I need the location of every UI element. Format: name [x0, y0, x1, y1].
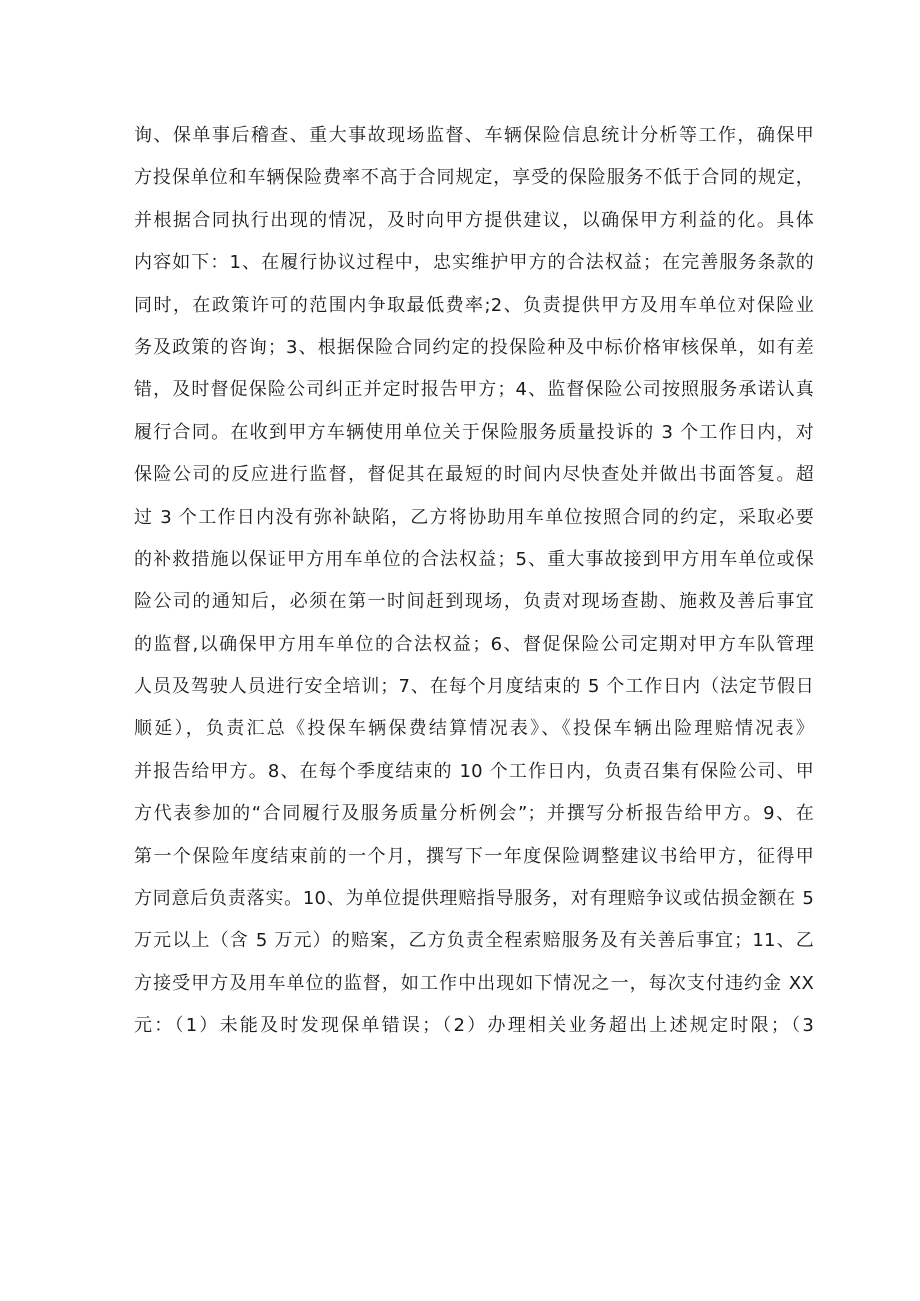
text-line: 方接受甲方及用车单位的监督，如工作中出现如下情况之一，每次支付违约金 XX: [134, 972, 814, 994]
contract-body-text: [134, 115, 814, 1048]
text-line: 险公司的通知后，必须在第一时间赶到现场，负责对现场查勘、施救及善后事宜: [134, 591, 814, 613]
text-line: 人员及驾驶人员进行安全培训；7、在每个月度结束的 5 个工作日内（法定节假日: [134, 676, 814, 698]
text-line: 务及政策的咨询；3、根据保险合同约定的投保险种及中标价格审核保单，如有差: [134, 336, 814, 358]
text-line: 内容如下：1、在履行协议过程中，忠实维护甲方的合法权益；在完善服务条款的: [134, 252, 814, 274]
text-line: 万元以上（含 5 万元）的赔案，乙方负责全程索赔服务及有关善后事宜；11、乙: [134, 930, 814, 952]
text-line: 顺延），负责汇总《投保车辆保费结算情况表》、《投保车辆出险理赔情况表》: [134, 718, 814, 740]
text-line: 并根据合同执行出现的情况，及时向甲方提供建议，以确保甲方利益的化。具体: [134, 209, 814, 231]
text-line: 履行合同。在收到甲方车辆使用单位关于保险服务质量投诉的 3 个工作日内，对: [134, 421, 814, 443]
text-line: 同时，在政策许可的范围内争取最低费率;2、负责提供甲方及用车单位对保险业: [134, 294, 814, 316]
text-line: 的监督,以确保甲方用车单位的合法权益；6、督促保险公司定期对甲方车队管理: [134, 633, 814, 655]
text-line: 的补救措施以保证甲方用车单位的合法权益；5、重大事故接到甲方用车单位或保: [134, 548, 814, 570]
text-line: 并报告给甲方。8、在每个季度结束的 10 个工作日内，负责召集有保险公司、甲: [134, 760, 814, 782]
text-line: 方同意后负责落实。10、为单位提供理赔指导服务，对有理赔争议或估损金额在 5: [134, 888, 814, 910]
text-line: 过 3 个工作日内没有弥补缺陷，乙方将协助用车单位按照合同的约定，采取必要: [134, 506, 814, 528]
text-line: 元：（1）未能及时发现保单错误；（2）办理相关业务超出上述规定时限；（3: [134, 1015, 814, 1037]
text-line: 第一个保险年度结束前的一个月，撰写下一年度保险调整建议书给甲方，征得甲: [134, 845, 814, 867]
text-line: 方投保单位和车辆保险费率不高于合同规定，享受的保险服务不低于合同的规定，: [134, 167, 814, 189]
text-line: 保险公司的反应进行监督，督促其在最短的时间内尽快查处并做出书面答复。超: [134, 464, 814, 486]
text-line: 询、保单事后稽查、重大事故现场监督、车辆保险信息统计分析等工作，确保甲: [134, 125, 814, 146]
text-line: 方代表参加的“合同履行及服务质量分析例会”；并撰写分析报告给甲方。9、在: [134, 803, 814, 825]
text-line: 错，及时督促保险公司纠正并定时报告甲方；4、监督保险公司按照服务承诺认真: [134, 379, 814, 401]
